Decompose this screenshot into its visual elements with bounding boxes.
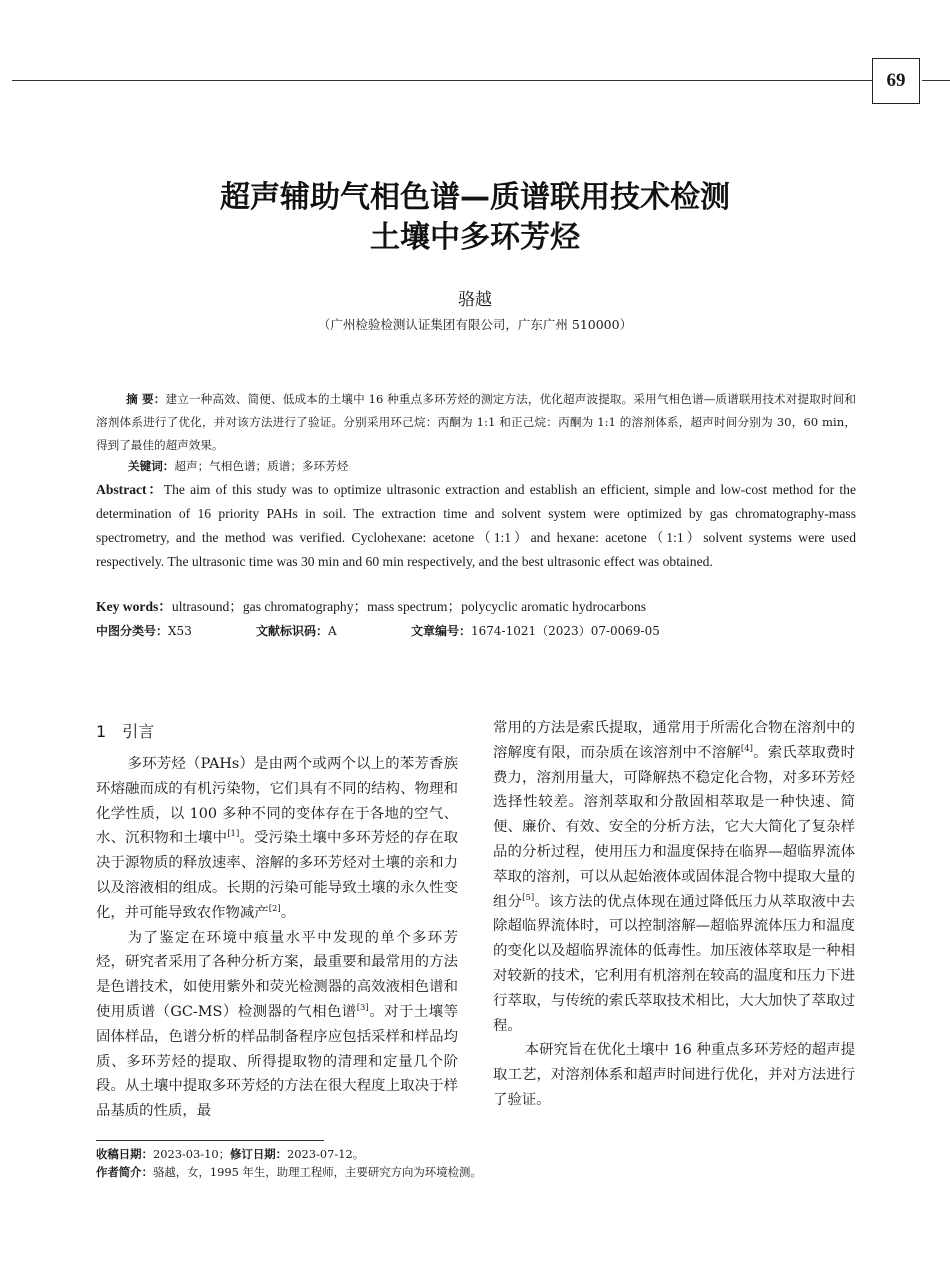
- abstract-cn-text: 建立一种高效、简便、低成本的土壤中 16 种重点多环芳烃的测定方法，优化超声波提取。采用气相色谱—质谱联用技术对提取时间和溶剂体系进行了优化，并对该方法进行了验证。分别采用环己烷：丙酮为 1:1 和正己烷：丙酮为 1:1 的溶剂体系，超声时间分别为 30，60 min，得到了最佳的超声效果。: [96, 392, 856, 452]
- abstract-cn-label: 摘 要：: [126, 392, 166, 406]
- abstract-en-text: The aim of this study was to optimize ultrasonic extraction and establish an efficient, simple and low-cost method for the determination of 16 priority PAHs in soil. The extraction time and solvent system were optimized by gas chromatography-mass spectrometry, and the method was verified. Cyclohexane: acetone（1:1）and hexane: acetone（1:1）solvent systems were used respectively. The ultrasonic time was 30 min and 60 min respectively, and the best ultrasonic effect was obtained.: [96, 482, 856, 569]
- abstract-en-label: Abstract：: [96, 482, 164, 497]
- keywords-cn: [128, 456, 348, 476]
- doc-code-label: 文献标识码：: [256, 624, 329, 638]
- keywords-cn-label: 关键词：: [128, 459, 175, 473]
- clc-number: [96, 621, 192, 641]
- section-title: 引言: [122, 722, 155, 741]
- citation: [2]: [268, 903, 281, 914]
- title-line-1: 超声辅助气相色谱—质谱联用技术检测: [220, 180, 730, 215]
- classification-row: [96, 621, 856, 641]
- author-bio-text: 骆越，女，1995 年生，助理工程师，主要研究方向为环境检测。: [152, 1165, 482, 1179]
- clc-label: 中图分类号：: [96, 624, 169, 638]
- article-number: [411, 621, 660, 641]
- keywords-cn-text: 超声；气相色谱；质谱；多环芳烃: [174, 459, 349, 473]
- citation: [1]: [227, 829, 240, 840]
- doc-code-value: A: [328, 624, 337, 638]
- header-rule-right: [922, 80, 950, 81]
- keywords-en-text: ultrasound；gas chromatography；mass spectrum；polycyclic aromatic hydrocarbons: [171, 599, 647, 614]
- paragraph: 为了鉴定在环境中痕量水平中发现的单个多环芳烃，研究者采用了各种分析方案，最重要和最常用的方法是色谱技术，如使用紫外和荧光检测器的高效液相色谱和使用质谱（GC-MS）检测器的气相色谱[3]。对于土壤等固体样品，色谱分析的样品制备程序应包括采样和样品均质、多环芳烃的提取、所得提取物的清理和定量几个阶段。从土壤中提取多环芳烃的方法在很大程度上取决于样品基质的性质，最: [96, 929, 458, 1120]
- page-number: 69: [872, 58, 920, 104]
- received-label: 收稿日期：: [96, 1147, 153, 1161]
- title-line-2: 土壤中多环芳烃: [370, 220, 580, 255]
- article-number-label: 文章编号：: [411, 624, 472, 638]
- clc-value: X53: [168, 624, 192, 638]
- paragraph: 多环芳烃（PAHs）是由两个或两个以上的苯芳香族环熔融而成的有机污染物，它们具有不同的结构、物理和化学性质，以 100 多种不同的变体存在于各地的空气、水、沉积物和土壤中[1]。受污染土壤中多环芳烃的存在取决于源物质的释放速率、溶解的多环芳烃对土壤的亲和力以及溶液相的组成。长期的污染可能导致土壤的永久性变化，并可能导致农作物减产[2]。: [96, 756, 458, 921]
- document-code: [256, 621, 337, 641]
- keywords-en: [96, 597, 646, 617]
- revised-label: 修订日期：: [230, 1147, 288, 1161]
- footnote-dates: [96, 1145, 364, 1163]
- keywords-en-label: Key words：: [96, 599, 172, 614]
- paragraph: 本研究旨在优化土壤中 16 种重点多环芳烃的超声提取工艺，对溶剂体系和超声时间进行优化，并对方法进行了验证。: [493, 1042, 855, 1108]
- section-number: 1: [96, 722, 107, 741]
- article-number-value: 1674-1021（2023）07-0069-05: [471, 624, 660, 638]
- header-rule: [12, 80, 872, 81]
- section-heading: [96, 719, 154, 742]
- abstract-cn: [96, 388, 856, 457]
- footnote-rule: [96, 1140, 324, 1141]
- citation: [4]: [740, 744, 753, 754]
- received-date: 2023-03-10；: [152, 1147, 231, 1161]
- author-bio-label: 作者简介：: [96, 1165, 153, 1179]
- author-name: 骆越: [458, 290, 492, 310]
- footnote-author-bio: [96, 1163, 482, 1181]
- body-column-right: [493, 716, 855, 1113]
- abstract-en: [96, 478, 856, 574]
- revised-date: 2023-07-12。: [287, 1147, 365, 1161]
- citation: [5]: [522, 892, 535, 903]
- author-affiliation: （广州检验检测认证集团有限公司，广东广州 510000）: [317, 317, 633, 332]
- citation: [3]: [356, 1003, 369, 1014]
- body-column-left: [96, 752, 458, 1124]
- paragraph: 常用的方法是索氏提取，通常用于所需化合物在溶剂中的溶解度有限，而杂质在该溶剂中不溶解[4]。索氏萃取费时费力，溶剂用量大，可降解热不稳定化合物，对多环芳烃选择性较差。溶剂萃取和分散固相萃取是一种快速、简便、廉价、有效、安全的分析方法，它大大简化了复杂样品的分析过程，使用压力和温度保持在临界—超临界流体萃取的溶剂，可以从起始液体或固体混合物中提取大量的组分[5]。该方法的优点体现在通过降低压力从萃取液中去除超临界流体时，可以控制溶解—超临界流体压力和温度的变化以及超临界流体的低毒性。加压液体萃取是一种相对较新的技术，它利用有机溶剂在较高的温度和压力下进行萃取，与传统的索氏萃取技术相比，大大加快了萃取过程。: [493, 720, 855, 1034]
